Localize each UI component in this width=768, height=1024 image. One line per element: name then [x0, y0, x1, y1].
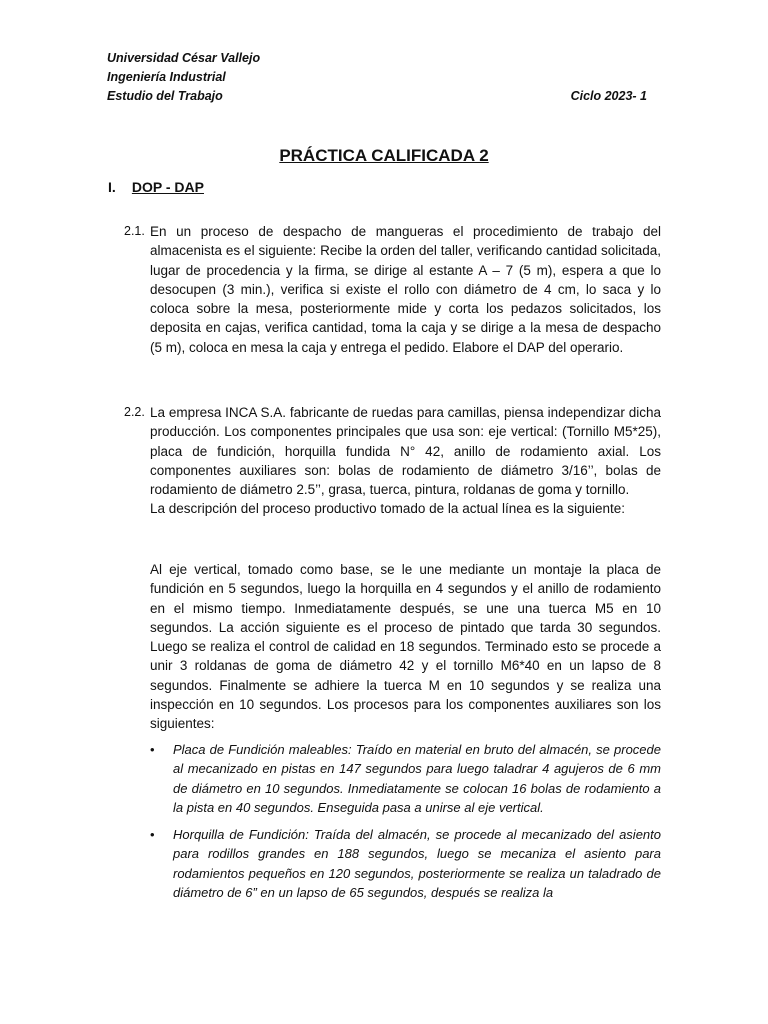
list-item-text: Placa de Fundición maleables: Traído en material en bruto del almacén, se procede al mecanizado en pistas en 147 segundos para luego taladrar 4 agujeros de 6 mm de diámetro en 10 segundos. Inmediatamente se colocan 16 bolas de rodamiento a la pista en 40 segundos. Enseguida pasa a unirse al eje vertical. — [173, 742, 661, 815]
cycle-label: Ciclo 2023- 1 — [570, 89, 647, 103]
section-label: DOP - DAP — [131, 179, 204, 195]
exercise-number: 2.1. — [124, 224, 145, 238]
document-header — [107, 49, 647, 106]
list-item-text: Horquilla de Fundición: Traída del almacén, se procede al mecanizado del asiento para rodillos grandes en 188 segundos, luego se mecaniza el asiento para rodamientos pequeños en 120 segundos, posteriormente se realiza un taladrado de diámetro de 6” en un lapso de 65 segundos, después se realiza la — [173, 827, 661, 901]
faculty-name: Ingeniería Industrial — [107, 70, 226, 84]
list-item — [150, 740, 661, 817]
page-title: PRÁCTICA CALIFICADA 2 — [279, 146, 489, 165]
exercise-2-1 — [124, 222, 661, 357]
section-heading — [108, 179, 204, 195]
auxiliary-process-list — [150, 740, 661, 910]
exercise-text: La empresa INCA S.A. fabricante de ruedas para camillas, piensa independizar dicha producción. Los componentes principales que usa son: eje vertical: (Tornillo M5*25), placa de fundición, horquilla fundida N° 42, anillo de rodamiento axial. Los componentes auxiliares son: bolas de rodamiento de diámetro 3/16’’, bolas de rodamiento de diámetro 2.5’’, grasa, tuerca, pintura, roldanas de goma y tornillo. — [150, 405, 661, 498]
bullet-icon: • — [150, 827, 155, 843]
description-line: La descripción del proceso productivo tomado de la actual línea es la siguiente: — [150, 501, 626, 517]
exercise-text: En un proceso de despacho de mangueras el procedimiento de trabajo del almacenista es el siguiente: Recibe la orden del taller, verificando cantidad solicitada, lugar de procedencia y la firma, se dirige al estante A – 7 (5 m), espera a que lo desocupen (3 min.), verifica si existe el rollo con diámetro de 4 cm, lo saca y lo coloca sobre la mesa, posteriormente mide y corta los pedazos solicitados, los deposita en cajas, verifica cantidad, toma la caja y se dirige a la mesa de despacho (5 m), coloca en mesa la caja y entrega el pedido. Elabore el DAP del operario. — [150, 224, 661, 355]
section-number: I. — [108, 179, 116, 195]
course-name: Estudio del Trabajo — [107, 89, 223, 103]
university-name: Universidad César Vallejo — [107, 51, 261, 65]
bullet-icon: • — [150, 742, 155, 757]
exercise-number: 2.2. — [124, 405, 145, 419]
process-paragraph: Al eje vertical, tomado como base, se le une mediante un montaje la placa de fundición en 5 segundos, luego la horquilla en 4 segundos y el anillo de rodamiento en el mismo tiempo. Inmediatamente después, se une una tuerca M5 en 10 segundos. La acción siguiente es el proceso de pintado que tarda 30 segundos. Luego se realiza el control de calidad en 18 segundos. Terminado esto se procede a unir 3 roldanas de goma de diámetro 42 y el tornillo M6*40 en un lapso de 8 segundos. Finalmente se adhiere la tuerca M en 10 segundos y se realiza una inspección en 10 segundos. Los procesos para los componentes auxiliares son los siguientes: — [150, 562, 661, 732]
course-row — [107, 87, 647, 106]
exercise-2-2 — [124, 403, 661, 519]
list-item — [150, 825, 661, 902]
